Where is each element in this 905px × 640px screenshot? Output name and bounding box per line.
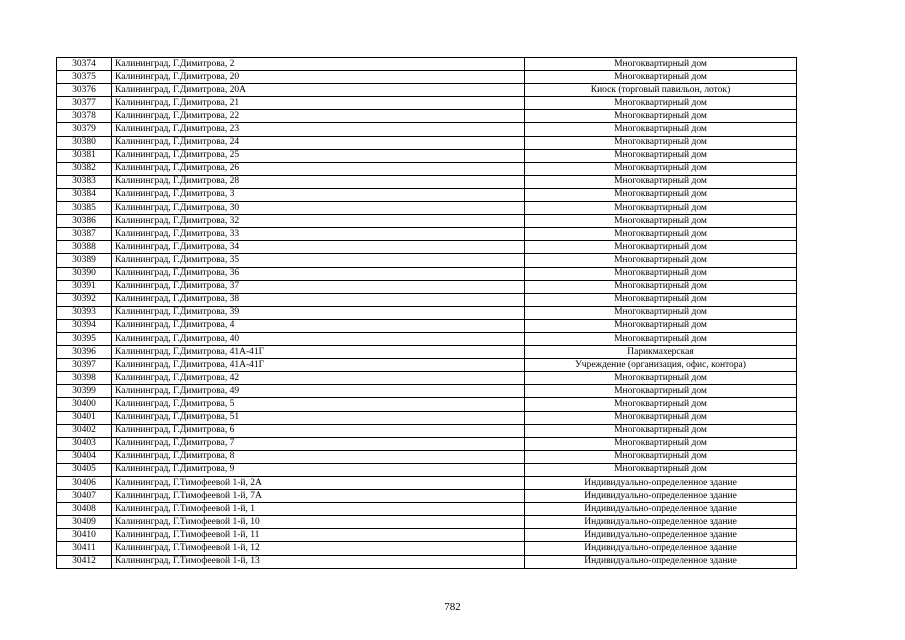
cell-address: Калининград, Г.Тимофеевой 1-й, 7А	[112, 490, 525, 503]
table-row	[57, 424, 797, 437]
table-row	[57, 110, 797, 123]
cell-address: Калининград, Г.Тимофеевой 1-й, 12	[112, 542, 525, 555]
cell-address: Калининград, Г.Димитрова, 24	[112, 136, 525, 149]
cell-type: Парикмахерская	[525, 346, 797, 359]
cell-type: Многоквартирный дом	[525, 175, 797, 188]
cell-address: Калининград, Г.Димитрова, 35	[112, 254, 525, 267]
table-row	[57, 437, 797, 450]
table-row	[57, 71, 797, 84]
cell-type: Многоквартирный дом	[525, 293, 797, 306]
cell-address: Калининград, Г.Димитрова, 32	[112, 215, 525, 228]
cell-type: Многоквартирный дом	[525, 241, 797, 254]
cell-type: Многоквартирный дом	[525, 254, 797, 267]
cell-address: Калининград, Г.Димитрова, 33	[112, 228, 525, 241]
cell-type: Многоквартирный дом	[525, 319, 797, 332]
cell-address: Калининград, Г.Димитрова, 39	[112, 306, 525, 319]
cell-id: 30398	[57, 372, 112, 385]
cell-type: Многоквартирный дом	[525, 123, 797, 136]
table-row	[57, 490, 797, 503]
cell-id: 30383	[57, 175, 112, 188]
cell-address: Калининград, Г.Димитрова, 26	[112, 162, 525, 175]
cell-type: Индивидуально-определенное здание	[525, 503, 797, 516]
table-row	[57, 411, 797, 424]
table-row	[57, 463, 797, 476]
cell-address: Калининград, Г.Димитрова, 41А-41Г	[112, 359, 525, 372]
cell-type: Многоквартирный дом	[525, 215, 797, 228]
cell-id: 30388	[57, 241, 112, 254]
table-row	[57, 228, 797, 241]
cell-address: Калининград, Г.Димитрова, 37	[112, 280, 525, 293]
table-body	[57, 58, 797, 569]
cell-id: 30378	[57, 110, 112, 123]
cell-address: Калининград, Г.Димитрова, 38	[112, 293, 525, 306]
cell-type: Многоквартирный дом	[525, 385, 797, 398]
cell-type: Многоквартирный дом	[525, 228, 797, 241]
cell-id: 30404	[57, 450, 112, 463]
cell-address: Калининград, Г.Димитрова, 2	[112, 58, 525, 71]
cell-id: 30403	[57, 437, 112, 450]
table-row	[57, 529, 797, 542]
cell-id: 30397	[57, 359, 112, 372]
table-row	[57, 346, 797, 359]
cell-id: 30393	[57, 306, 112, 319]
table-row	[57, 542, 797, 555]
cell-id: 30411	[57, 542, 112, 555]
cell-address: Калининград, Г.Димитрова, 5	[112, 398, 525, 411]
table-row	[57, 503, 797, 516]
cell-id: 30400	[57, 398, 112, 411]
cell-address: Калининград, Г.Димитрова, 3	[112, 188, 525, 201]
cell-id: 30408	[57, 503, 112, 516]
cell-type: Многоквартирный дом	[525, 162, 797, 175]
cell-address: Калининград, Г.Димитрова, 40	[112, 332, 525, 345]
cell-address: Калининград, Г.Димитрова, 34	[112, 241, 525, 254]
cell-address: Калининград, Г.Тимофеевой 1-й, 13	[112, 555, 525, 568]
cell-type: Киоск (торговый павильон, лоток)	[525, 84, 797, 97]
cell-id: 30396	[57, 346, 112, 359]
cell-type: Многоквартирный дом	[525, 280, 797, 293]
cell-address: Калининград, Г.Димитрова, 4	[112, 319, 525, 332]
cell-address: Калининград, Г.Димитрова, 36	[112, 267, 525, 280]
cell-id: 30382	[57, 162, 112, 175]
cell-address: Калининград, Г.Димитрова, 42	[112, 372, 525, 385]
table-row	[57, 398, 797, 411]
cell-type: Индивидуально-определенное здание	[525, 529, 797, 542]
cell-address: Калининград, Г.Димитрова, 23	[112, 123, 525, 136]
table-row	[57, 162, 797, 175]
cell-id: 30405	[57, 463, 112, 476]
cell-id: 30409	[57, 516, 112, 529]
cell-address: Калининград, Г.Димитрова, 41А-41Г	[112, 346, 525, 359]
cell-type: Многоквартирный дом	[525, 71, 797, 84]
cell-type: Индивидуально-определенное здание	[525, 490, 797, 503]
cell-id: 30374	[57, 58, 112, 71]
cell-type: Многоквартирный дом	[525, 424, 797, 437]
cell-type: Многоквартирный дом	[525, 411, 797, 424]
cell-id: 30401	[57, 411, 112, 424]
cell-id: 30395	[57, 332, 112, 345]
table-row	[57, 293, 797, 306]
table-row	[57, 202, 797, 215]
cell-type: Многоквартирный дом	[525, 267, 797, 280]
table-row	[57, 58, 797, 71]
table-row	[57, 516, 797, 529]
cell-type: Многоквартирный дом	[525, 306, 797, 319]
table-row	[57, 175, 797, 188]
cell-id: 30406	[57, 477, 112, 490]
cell-address: Калининград, Г.Димитрова, 8	[112, 450, 525, 463]
cell-address: Калининград, Г.Тимофеевой 1-й, 2А	[112, 477, 525, 490]
cell-id: 30377	[57, 97, 112, 110]
cell-address: Калининград, Г.Димитрова, 22	[112, 110, 525, 123]
cell-id: 30391	[57, 280, 112, 293]
table-row	[57, 372, 797, 385]
cell-id: 30380	[57, 136, 112, 149]
table-row	[57, 332, 797, 345]
cell-id: 30410	[57, 529, 112, 542]
cell-type: Многоквартирный дом	[525, 450, 797, 463]
table-row	[57, 306, 797, 319]
cell-type: Индивидуально-определенное здание	[525, 555, 797, 568]
cell-id: 30407	[57, 490, 112, 503]
cell-id: 30379	[57, 123, 112, 136]
cell-address: Калининград, Г.Димитрова, 49	[112, 385, 525, 398]
cell-type: Многоквартирный дом	[525, 188, 797, 201]
cell-id: 30375	[57, 71, 112, 84]
cell-type: Многоквартирный дом	[525, 58, 797, 71]
cell-id: 30385	[57, 202, 112, 215]
cell-id: 30390	[57, 267, 112, 280]
cell-address: Калининград, Г.Димитрова, 20	[112, 71, 525, 84]
cell-address: Калининград, Г.Димитрова, 20А	[112, 84, 525, 97]
page-number: 782	[444, 601, 461, 613]
cell-address: Калининград, Г.Димитрова, 28	[112, 175, 525, 188]
table-row	[57, 84, 797, 97]
cell-type: Индивидуально-определенное здание	[525, 542, 797, 555]
cell-type: Многоквартирный дом	[525, 332, 797, 345]
cell-address: Калининград, Г.Димитрова, 6	[112, 424, 525, 437]
cell-id: 30412	[57, 555, 112, 568]
cell-address: Калининград, Г.Димитрова, 9	[112, 463, 525, 476]
table-row	[57, 254, 797, 267]
cell-type: Индивидуально-определенное здание	[525, 516, 797, 529]
cell-id: 30381	[57, 149, 112, 162]
cell-type: Многоквартирный дом	[525, 202, 797, 215]
cell-type: Многоквартирный дом	[525, 372, 797, 385]
cell-id: 30387	[57, 228, 112, 241]
cell-address: Калининград, Г.Димитрова, 21	[112, 97, 525, 110]
table-row	[57, 123, 797, 136]
cell-id: 30386	[57, 215, 112, 228]
cell-type: Многоквартирный дом	[525, 110, 797, 123]
cell-id: 30394	[57, 319, 112, 332]
table-row	[57, 241, 797, 254]
cell-address: Калининград, Г.Димитрова, 30	[112, 202, 525, 215]
table-row	[57, 359, 797, 372]
table-row	[57, 319, 797, 332]
cell-type: Многоквартирный дом	[525, 149, 797, 162]
cell-address: Калининград, Г.Тимофеевой 1-й, 10	[112, 516, 525, 529]
cell-address: Калининград, Г.Тимофеевой 1-й, 11	[112, 529, 525, 542]
cell-address: Калининград, Г.Димитрова, 25	[112, 149, 525, 162]
table-row	[57, 280, 797, 293]
cell-id: 30376	[57, 84, 112, 97]
cell-type: Многоквартирный дом	[525, 136, 797, 149]
table-row	[57, 215, 797, 228]
cell-type: Многоквартирный дом	[525, 97, 797, 110]
cell-type: Учреждение (организация, офис, контора)	[525, 359, 797, 372]
table-row	[57, 450, 797, 463]
table-row	[57, 136, 797, 149]
table-row	[57, 149, 797, 162]
address-table	[56, 57, 797, 569]
table-row	[57, 477, 797, 490]
table-row	[57, 188, 797, 201]
cell-id: 30402	[57, 424, 112, 437]
cell-id: 30384	[57, 188, 112, 201]
cell-address: Калининград, Г.Тимофеевой 1-й, 1	[112, 503, 525, 516]
cell-type: Многоквартирный дом	[525, 398, 797, 411]
table-row	[57, 267, 797, 280]
cell-id: 30389	[57, 254, 112, 267]
cell-address: Калининград, Г.Димитрова, 51	[112, 411, 525, 424]
cell-type: Индивидуально-определенное здание	[525, 477, 797, 490]
table-row	[57, 97, 797, 110]
cell-type: Многоквартирный дом	[525, 463, 797, 476]
cell-type: Многоквартирный дом	[525, 437, 797, 450]
table-row	[57, 555, 797, 568]
cell-id: 30399	[57, 385, 112, 398]
cell-address: Калининград, Г.Димитрова, 7	[112, 437, 525, 450]
table-row	[57, 385, 797, 398]
cell-id: 30392	[57, 293, 112, 306]
